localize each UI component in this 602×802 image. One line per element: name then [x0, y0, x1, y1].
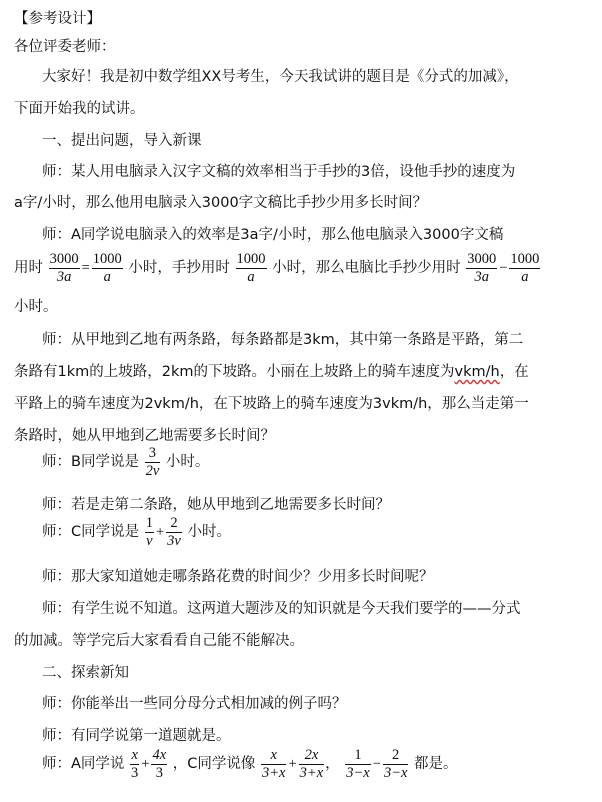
- fraction-numerator: 2x: [299, 748, 324, 765]
- p8-line-2: 的加减。等学完后大家看看自己能不能解决。: [14, 633, 304, 649]
- p1-line-2: a字/小时，那么他用电脑录入3000字文稿比手抄少用多长时间？: [14, 195, 428, 211]
- plus-sign: +: [141, 756, 150, 772]
- fraction-denominator: 3−x: [346, 764, 370, 781]
- fraction-numerator: x: [131, 747, 138, 763]
- fraction-numerator: 2: [383, 748, 408, 765]
- fraction-denominator: 3+x: [299, 764, 324, 781]
- p8-line-1: 师：有学生说不知道。这两道大题涉及的知识就是今天我们要学的——分式: [42, 601, 521, 617]
- p11-text-b: ，C同学说像: [172, 756, 256, 772]
- fraction-denominator: 3v: [167, 532, 181, 549]
- fraction-1-over-3-minus-x: [345, 748, 370, 780]
- spellcheck-flagged-text: vkm/h: [454, 364, 500, 380]
- p3-line-1: 师：从甲地到乙地有两条路，每条路都是3km，其中第一条路是平路，第二: [42, 332, 524, 348]
- fraction-1000-over-a-2: [236, 252, 267, 284]
- p6-text-a: 师：C同学说是: [42, 524, 140, 540]
- fraction-numerator: 3: [145, 446, 161, 463]
- fraction-x-over-3-plus-x: [261, 748, 286, 780]
- comma: ，: [325, 756, 340, 772]
- p1-line-1: 师：某人用电脑录入汉字文稿的效率相当于手抄的3倍，设他手抄的速度为: [42, 164, 516, 180]
- p11-text-a: 师：A同学说: [42, 756, 125, 772]
- p2-text-c: 小时，那么电脑比手抄少用时: [272, 260, 461, 276]
- fraction-numerator: 1000: [236, 251, 266, 267]
- fraction-4x-over-3: [151, 748, 167, 780]
- p10-line: 师：有同学说第一道题就是。: [42, 728, 231, 744]
- fraction-numerator: 3000: [49, 251, 79, 267]
- fraction-1000-over-a-3: [509, 252, 540, 284]
- greeting: 各位评委老师：: [14, 39, 116, 55]
- fraction-3-over-2v: [145, 446, 161, 478]
- minus-sign: −: [499, 260, 508, 276]
- p2-line-1: 师：A同学说电脑录入的效率是3a字/小时，那么他电脑录入3000字文稿: [42, 227, 504, 243]
- fraction-denominator: v: [146, 532, 153, 549]
- fraction-numerator: x: [261, 748, 286, 765]
- p2-text-b: 小时，手抄用时: [128, 260, 230, 276]
- fraction-denominator: 3a: [474, 268, 489, 285]
- fraction-numerator: 1: [345, 748, 370, 765]
- p4-text-a: 师：B同学说是: [42, 454, 139, 470]
- fraction-numerator: 4x: [152, 747, 167, 763]
- fraction-denominator: 3: [131, 764, 139, 781]
- p4-line: [42, 446, 209, 478]
- p11-text-c: 都是。: [414, 756, 458, 772]
- fraction-numerator: 1: [145, 515, 153, 531]
- fraction-denominator: 3−x: [383, 764, 408, 781]
- p5-line: 师：若是走第二条路，她从甲地到乙地需要多长时间？: [42, 497, 390, 513]
- p2-formula-line: [14, 252, 541, 284]
- intro-line-1: 大家好！我是初中数学组XX号考生，今天我试讲的题目是《分式的加减》，: [42, 69, 519, 85]
- p3-line-3: 平路上的骑车速度为2vkm/h，在下坡路上的骑车速度为3vkm/h，那么当走第一: [14, 396, 529, 412]
- fraction-3000-over-3a: [49, 252, 80, 284]
- p2-text-a: 用时: [14, 260, 43, 276]
- p6-line: [42, 516, 231, 548]
- equals-sign: =: [81, 260, 90, 276]
- fraction-2-over-3-minus-x: [383, 748, 408, 780]
- section-heading: 【参考设计】: [14, 11, 101, 27]
- p3-line-2-text: 条路有1km的上坡路，2km的下坡路。小丽在上坡路上的骑车速度为: [14, 364, 455, 380]
- plus-sign: +: [288, 756, 297, 772]
- fraction-numerator: 1000: [92, 251, 122, 267]
- fraction-2x-over-3-plus-x: [299, 748, 324, 780]
- fraction-numerator: 2: [166, 516, 182, 533]
- fraction-2-over-3v: [166, 516, 182, 548]
- p4-text-b: 小时。: [165, 454, 210, 470]
- p7-line: 师：那大家知道她走哪条路花费的时间少？少用多长时间呢？: [42, 569, 434, 585]
- section-2-title: 二、探索新知: [42, 665, 129, 681]
- p11-line: [42, 748, 458, 780]
- fraction-1000-over-a: [92, 252, 123, 284]
- p6-text-b: 小时。: [187, 524, 231, 540]
- fraction-3000-over-3a-2: [466, 252, 497, 284]
- fraction-denominator: a: [521, 268, 529, 285]
- fraction-denominator: 3+x: [262, 764, 286, 781]
- fraction-denominator: 3: [155, 764, 163, 781]
- intro-line-2: 下面开始我的试讲。: [14, 101, 145, 117]
- p2-line-3: 小时。: [14, 299, 58, 315]
- p9-line: 师：你能举出一些同分母分式相加减的例子吗？: [42, 696, 347, 712]
- fraction-denominator: a: [103, 268, 111, 285]
- p3-line-2-end: ，在: [499, 364, 529, 380]
- fraction-denominator: 3a: [56, 268, 72, 285]
- fraction-denominator: a: [247, 268, 255, 285]
- plus-sign: +: [155, 524, 165, 540]
- fraction-1-over-v: [145, 516, 154, 548]
- section-1-title: 一、提出问题，导入新课: [42, 133, 202, 149]
- p3-line-4: 条路时，她从甲地到乙地需要多长时间？: [14, 428, 275, 444]
- fraction-numerator: 1000: [510, 251, 540, 267]
- fraction-denominator: 2v: [145, 462, 160, 479]
- fraction-numerator: 3000: [467, 251, 497, 267]
- p3-line-2: [14, 365, 529, 380]
- fraction-x-over-3: [130, 748, 139, 780]
- minus-sign: −: [372, 756, 381, 772]
